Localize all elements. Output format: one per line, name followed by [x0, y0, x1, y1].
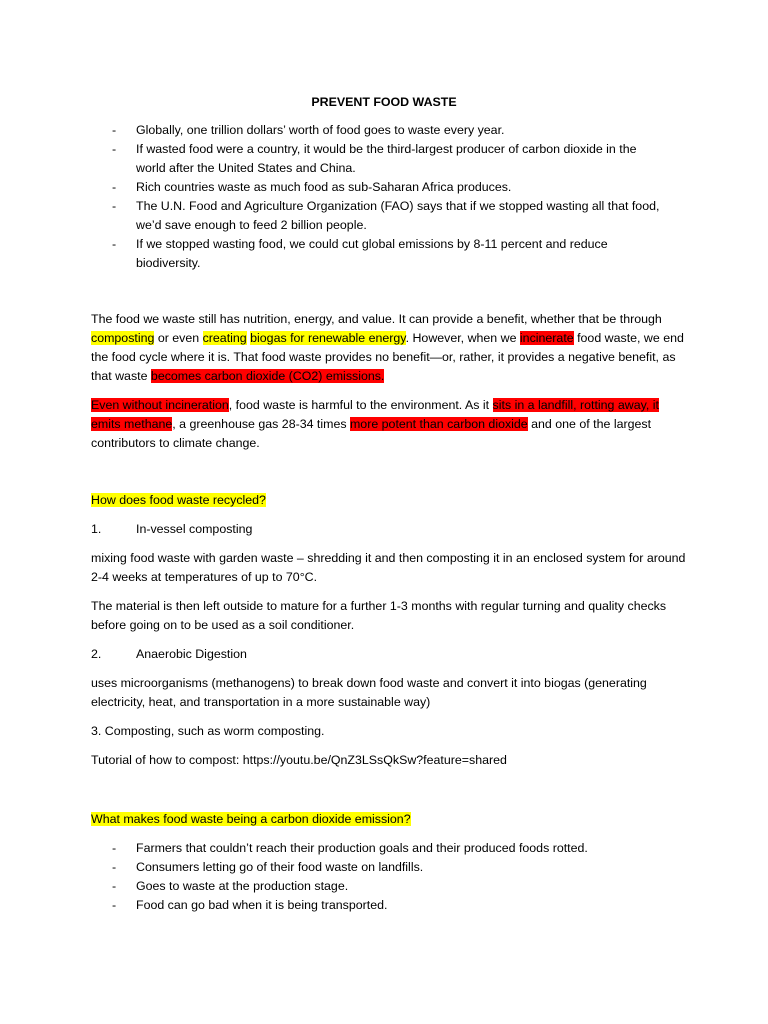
bullet-dash: -	[112, 841, 117, 855]
item-label: Anaerobic Digestion	[136, 647, 247, 661]
method-1-description-2: The material is then left outside to mature for a further 1-3 months with regular turning and quality checks before going on to be used as a soil conditioner.	[91, 599, 667, 632]
list-item	[0, 140, 666, 178]
item-label: In-vessel composting	[136, 522, 253, 536]
method-1-description: mixing food waste with garden waste – shredding it and then composting it in an enclosed system for around 2-4 weeks at temperatures of up to 70°C.	[91, 551, 686, 584]
highlight-red: becomes carbon dioxide (CO2) emissions.	[150, 369, 385, 383]
text-run: and one of the largest contributors to climate change.	[91, 417, 652, 450]
list-item-text: Rich countries waste as much food as sub-Saharan Africa produces.	[136, 180, 512, 194]
emission-heading	[91, 810, 691, 829]
text-run: , a greenhouse gas 28-34 times	[172, 417, 350, 431]
list-item	[0, 197, 666, 235]
list-item-text: If we stopped wasting food, we could cut global emissions by 8-11 percent and reduce biodiversity.	[136, 237, 608, 270]
facts-list	[0, 121, 666, 273]
method-3-title: 3. Composting, such as worm composting.	[91, 724, 325, 738]
highlight-red: more potent than carbon dioxide	[349, 417, 528, 431]
bullet-dash: -	[112, 123, 117, 137]
list-item-text: Goes to waste at the production stage.	[136, 879, 349, 893]
list-item-text: Farmers that couldn’t reach their production goals and their produced foods rotted.	[136, 841, 588, 855]
text-run: , food waste is harmful to the environment. As it	[228, 398, 493, 412]
tutorial-link-text: Tutorial of how to compost: https://youtu.be/QnZ3LSsQkSw?feature=shared	[91, 753, 507, 767]
bullet-dash: -	[112, 199, 117, 213]
method-1-title	[91, 520, 691, 539]
list-item	[0, 121, 666, 140]
method-2-title	[91, 645, 691, 664]
highlight-red: Even without incineration	[91, 398, 229, 412]
list-item	[0, 877, 666, 896]
text-run: . However, when we	[405, 331, 520, 345]
item-number: 1.	[91, 522, 102, 536]
list-item-text: The U.N. Food and Agriculture Organization (FAO) says that if we stopped wasting all that food, we’d save enough to feed 2 billion people.	[136, 199, 660, 232]
highlight-yellow: What makes food waste being a carbon dioxide emission?	[91, 812, 411, 826]
bullet-dash: -	[112, 860, 117, 874]
list-item-text: If wasted food were a country, it would be the third-largest producer of carbon dioxide in the world after the United States and China.	[136, 142, 637, 175]
item-number: 2.	[91, 647, 102, 661]
highlight-red: incinerate	[519, 331, 574, 345]
recycle-heading	[91, 491, 691, 510]
bullet-dash: -	[112, 180, 117, 194]
list-item-text: Globally, one trillion dollars’ worth of food goes to waste every year.	[136, 123, 505, 137]
text-run: food waste, we end the food cycle where it is. That food waste provides no benefit—or, rather, it provides a negative benefit, as that waste	[91, 331, 684, 383]
harm-paragraph	[91, 396, 691, 453]
highlight-yellow: biogas for renewable energy	[250, 331, 406, 345]
list-item	[0, 858, 666, 877]
method-2-description: uses microorganisms (methanogens) to break down food waste and convert it into biogas (generating electricity, heat, and transportation in a more sustainable way)	[91, 676, 647, 709]
list-item	[0, 896, 666, 915]
bullet-dash: -	[112, 237, 117, 251]
text-run: The food we waste still has nutrition, energy, and value. It can provide a benefit, whether that be through	[91, 312, 662, 326]
document-title: PREVENT FOOD WASTE	[311, 95, 457, 109]
bullet-dash: -	[112, 142, 117, 156]
food-value-paragraph	[91, 310, 691, 386]
highlight-yellow: creating	[202, 331, 247, 345]
list-item-text: Food can go bad when it is being transported.	[136, 898, 388, 912]
highlight-yellow: composting	[91, 331, 155, 345]
bullet-dash: -	[112, 879, 117, 893]
bullet-dash: -	[112, 898, 117, 912]
text-run: or even	[154, 331, 203, 345]
list-item	[0, 839, 666, 858]
list-item	[0, 178, 666, 197]
emission-causes-list	[0, 839, 666, 915]
highlight-red: sits in a landfill, rotting away, it emits methane	[91, 398, 659, 431]
highlight-yellow: How does food waste recycled?	[91, 493, 266, 507]
list-item-text: Consumers letting go of their food waste on landfills.	[136, 860, 424, 874]
list-item	[0, 235, 666, 273]
